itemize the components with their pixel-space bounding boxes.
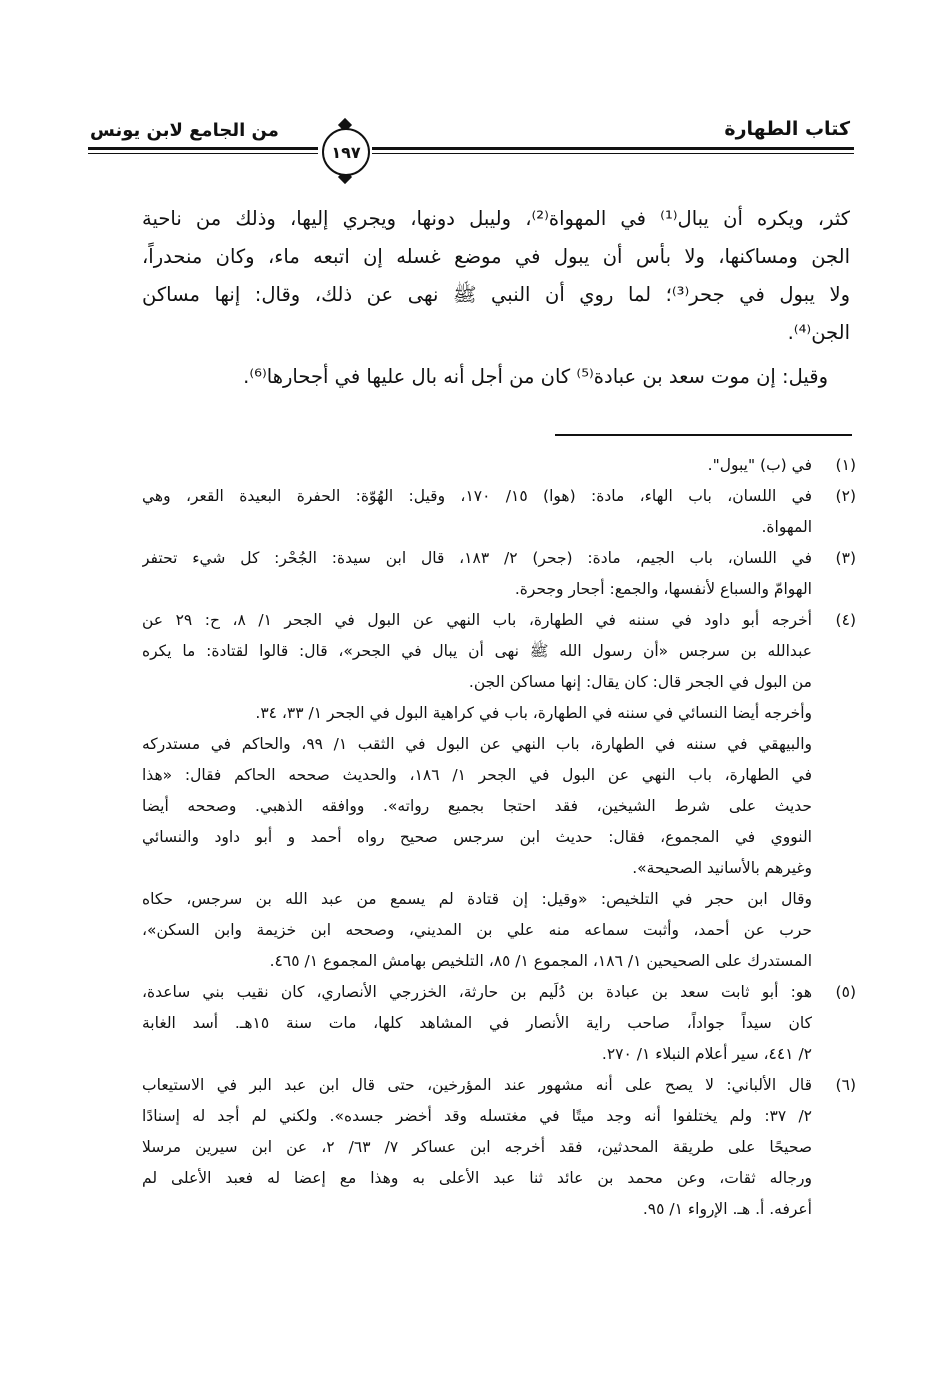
footnote-line: حديث على شرط الشيخين، فقد احتجا بجميع رواته». ووافقه الذهبي. وصححه أيضا <box>142 797 812 815</box>
header-rule <box>88 147 854 154</box>
footnote-line: حرب عن أحمد، وأثبت سماعه منه علي بن المديني، وصححه ابن خزيمة وابن السكن»، <box>142 921 812 939</box>
footnote-line: من البول في الجحر قال: كان يقال: إنها مساكن الجن. <box>468 673 812 691</box>
footnote-number: (٣) <box>835 549 856 567</box>
paragraph <box>142 200 850 352</box>
footnote <box>142 605 856 698</box>
footnote-line: أخرجه أبو داود في سننه في الطهارة، باب النهي عن البول في الجحر ١/ ٨، ح: ٢٩ عن <box>142 611 812 629</box>
footnote-line: أعرفه. أ. هـ. الإرواء ١/ ٩٥. <box>642 1200 812 1218</box>
footnote-line: قال الألباني: لا يصح على أنه مشهور عند المؤرخين، حتى قال ابن عبد البر في الاستيعاب <box>142 1076 812 1094</box>
source-title: من الجامع لابن يونس <box>90 120 279 141</box>
footnote-number: (١) <box>835 456 856 474</box>
text-line: وقيل: إن موت سعد بن عبادة⁽⁵⁾ كان من أجل أنه بال عليها في أجحارها⁽⁶⁾. <box>243 365 828 388</box>
footnote <box>142 1070 856 1225</box>
footnote <box>142 698 856 729</box>
page-number-ornament <box>318 118 372 184</box>
footnotes <box>142 450 856 1225</box>
footnote-line: كان سيداً جواداً، صاحب راية الأنصار في المشاهد كلها، مات سنة ١٥هـ. أسد الغابة <box>142 1014 812 1032</box>
footnote <box>142 884 856 977</box>
footnote-separator <box>555 434 852 436</box>
footnote-number: (٢) <box>835 487 856 505</box>
footnote-line: المهواة. <box>761 518 812 536</box>
main-text <box>142 200 850 396</box>
book-section-title: كتاب الطهارة <box>724 118 850 140</box>
footnote-line: في اللسان، باب الهاء، مادة: (هوا) ١٥/ ١٧٠، وقيل: الهُوّة: الحفرة البعيدة القعر، وهي <box>142 487 812 505</box>
footnote-line: ٢/ ٣٧: ولم يختلفوا أنه وجد ميتًا في مغتسله وقد أخضر جسده». ولكني لم أجد له إسنادًا <box>142 1107 812 1125</box>
footnote-line: وقال ابن حجر في التلخيص: «وقيل: إن قتادة لم يسمع من عبد الله بن سرجس، حكاه <box>142 890 812 908</box>
footnote-line: ورجاله ثقات، وعن محمد بن عائد ثنا عبد الأعلى به وهذا مع إعضا له فعبد الأعلى لم <box>142 1169 812 1187</box>
footnote-number <box>812 884 856 977</box>
footnote-number <box>812 698 856 729</box>
footnote-line: هو: أبو ثابت سعد بن عبادة بن دُلَيم بن حارثة، الخزرجي الأنصاري، كان نقيب بني ساعدة، <box>142 983 812 1001</box>
footnote <box>142 450 856 481</box>
paragraph <box>142 358 850 396</box>
footnote-line: ٢/ ٤٤١، سير أعلام النبلاء ١/ ٢٧٠. <box>601 1045 812 1063</box>
footnote-number <box>812 729 856 884</box>
page-number: ١٩٧ <box>322 128 370 176</box>
footnote-line: في (ب) "يبول". <box>707 456 812 474</box>
footnote-number: (٤) <box>835 611 856 629</box>
footnote-line: صحيحًا على طريقة المحدثين، فقد أخرجه ابن عساكر ٧/ ٦٣/ ٢، عن ابن سيرين مرسلا <box>142 1138 812 1156</box>
footnote-number: (٥) <box>835 983 856 1001</box>
text-line: ولا يبول في جحر⁽³⁾؛ لما روي أن النبي ﷺ نهى عن ذلك، وقال: إنها مساكن <box>142 283 850 306</box>
footnote-line: عبدالله بن سرجس «أن رسول الله ﷺ نهى أن يبال في الجحر»، قال: قالوا لقتادة: ما يكره <box>142 642 812 660</box>
footnote-line: في الطهارة، باب النهي عن البول في الجحر ١/ ١٨٦، والحديث صححه الحاكم فقال: «هذا <box>142 766 812 784</box>
footnote-line: في اللسان، باب الجيم، مادة: (جحر) ٢/ ١٨٣، قال ابن سيدة: الجُحْر: كل شيء تحتفر <box>142 549 812 567</box>
footnote-line: الهوامّ والسباع لأنفسها، والجمع: أجحار وجحرة. <box>514 580 812 598</box>
footnote-line: والبيهقي في سننه في الطهارة، باب النهي عن البول في الثقب ١/ ٩٩، والحاكم في مستدركه <box>142 735 812 753</box>
text-line: كثر، ويكره أن يبال⁽¹⁾ في المهواة⁽²⁾، وليبل دونها، ويجري إليها، وذلك من ناحية <box>142 207 850 230</box>
footnote-number: (٦) <box>835 1076 856 1094</box>
footnote-line: وغيرهم بالأسانيد الصحيحة». <box>632 859 812 877</box>
footnote <box>142 543 856 605</box>
footnote-line: وأخرجه أيضا النسائي في سننه في الطهارة، باب في كراهية البول في الجحر ١/ ٣٣، ٣٤. <box>255 704 812 722</box>
text-line: الجن⁽⁴⁾. <box>787 321 850 344</box>
footnote <box>142 977 856 1070</box>
footnote <box>142 481 856 543</box>
footnote <box>142 729 856 884</box>
footnote-line: النووي في المجموع، فقال: حديث ابن سرجس صحيح رواه أحمد و أبو داود والنسائي <box>142 828 812 846</box>
text-line: الجن ومساكنها، ولا بأس أن يبول في موضع غسله إن اتبعه ماء، وكان منحدراً، <box>142 245 850 268</box>
footnote-line: المستدرك على الصحيحين ١/ ١٨٦، المجموع ١/ ٨٥، التلخيص بهامش المجموع ١/ ٤٦٥. <box>269 952 812 970</box>
